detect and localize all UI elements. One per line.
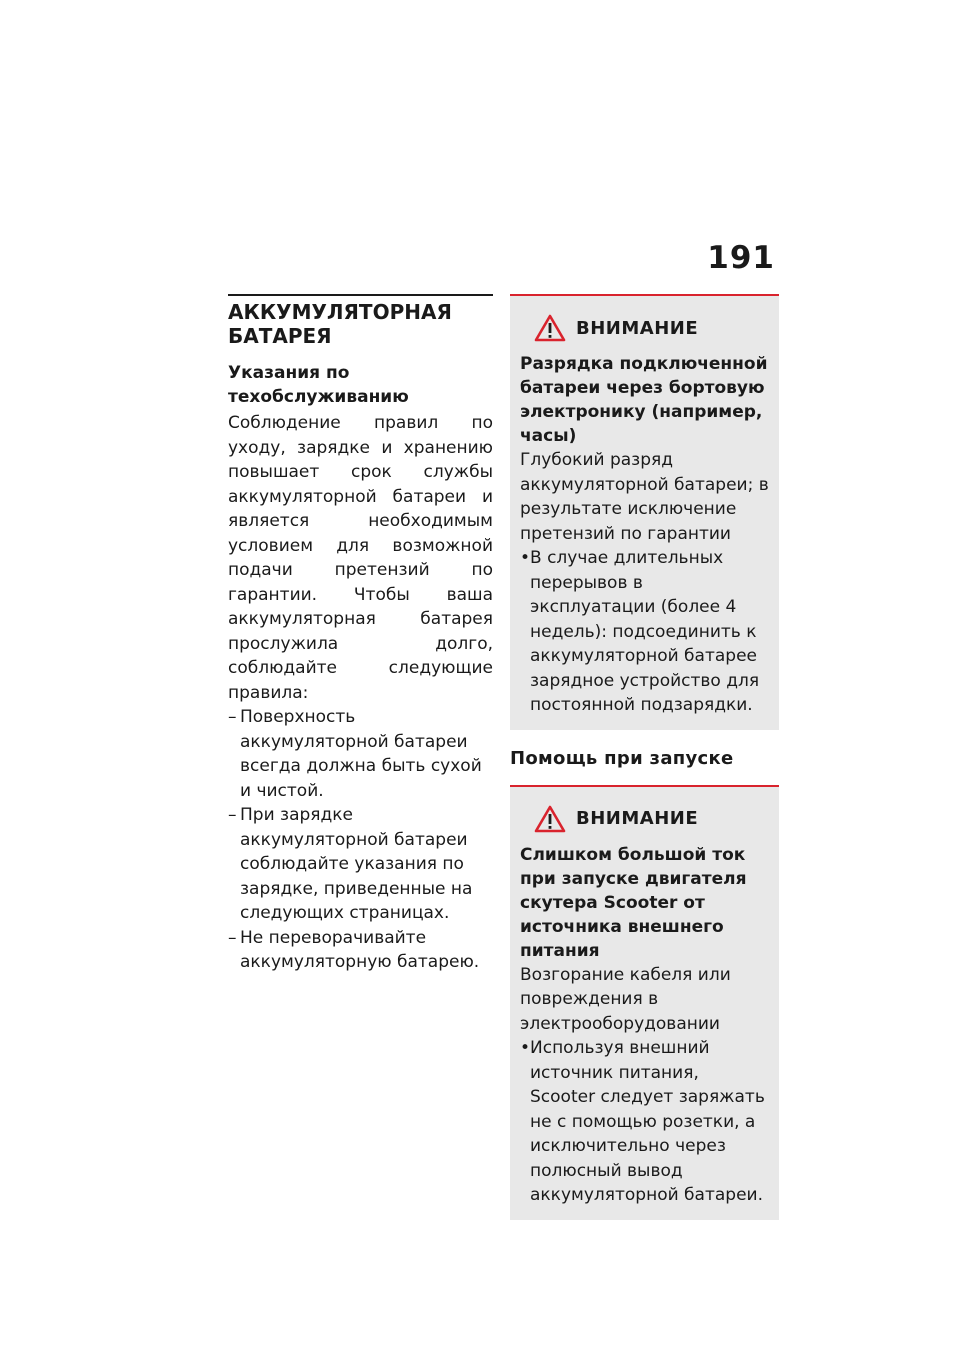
section-title: АККУМУЛЯТОРНАЯ БАТАРЕЯ bbox=[228, 300, 452, 348]
warning-box bbox=[510, 785, 779, 1220]
list-item: • В случае длительных перерывов в эксплуатации (более 4 недель): подсоединить к аккумуляторной батарее зарядное устройство для постоянной подзарядки. bbox=[520, 548, 760, 715]
warning-title: Слишком большой ток при запуске двигателя скутера Scooter от источника внешнего питания bbox=[520, 844, 747, 961]
list-item: – Не переворачивайте аккумуляторную батарею. bbox=[228, 927, 480, 972]
warning-header bbox=[520, 312, 769, 344]
rules-list bbox=[228, 705, 493, 975]
battery-section bbox=[228, 294, 493, 975]
section-title: Помощь при запуске bbox=[510, 747, 734, 769]
list-item-text: В случае длительных перерывов в эксплуатации (более 4 недель): подсоединить к аккумуляторной батарее зарядное устройство для постоянной подзарядки. bbox=[530, 548, 760, 715]
warning-header bbox=[520, 803, 769, 835]
list-item: – Поверхность аккумуляторной батареи всегда должна быть сухой и чистой. bbox=[228, 707, 482, 801]
section-rule bbox=[228, 294, 493, 296]
list-item: – При зарядке аккумуляторной батареи соблюдайте указания по зарядке, приведенные на следующих страницах. bbox=[228, 805, 473, 923]
warning-label: ВНИМАНИЕ bbox=[576, 317, 699, 339]
list-item-text: Не переворачивайте аккумуляторную батарею. bbox=[240, 927, 480, 972]
warning-consequence: Глубокий разряд аккумуляторной батареи; в результате исключение претензий по гарантии bbox=[520, 450, 769, 544]
warning-consequence: Возгорание кабеля или повреждения в электрооборудовании bbox=[520, 964, 731, 1034]
intro-paragraph: Соблюдение правил по уходу, зарядке и хранению повышает срок службы аккумуляторной батареи и является необходимым условием для возможной подачи претензий по гарантии. Чтобы ваша аккумуляторная батарея прослужила долго, соблюдайте следующие правила: bbox=[228, 413, 493, 703]
warning-box bbox=[510, 294, 779, 730]
list-item-text: При зарядке аккумуляторной батареи соблюдайте указания по зарядке, приведенные на следующих страницах. bbox=[240, 805, 473, 923]
list-item-text: Поверхность аккумуляторной батареи всегда должна быть сухой и чистой. bbox=[240, 707, 482, 801]
warning-measures bbox=[520, 546, 769, 718]
list-item: • Используя внешний источник питания, Scooter следует заряжать не с помощью розетки, а исключительно через полюсный вывод аккумуляторной батареи. bbox=[520, 1038, 765, 1205]
warning-label: ВНИМАНИЕ bbox=[576, 808, 699, 829]
warning-measures bbox=[520, 1036, 769, 1208]
right-column bbox=[510, 294, 779, 1220]
page-number: 191 bbox=[707, 240, 775, 276]
list-item-text: Используя внешний источник питания, Scooter следует заряжать не с помощью розетки, а исключительно через полюсный вывод аккумуляторной батареи. bbox=[530, 1038, 765, 1205]
subsection-title: Указания по техобслуживанию bbox=[228, 363, 409, 407]
warning-triangle-icon bbox=[534, 314, 566, 342]
warning-title: Разрядка подключенной батареи через бортовую электронику (например, часы) bbox=[520, 354, 768, 446]
warning-triangle-icon bbox=[534, 805, 566, 833]
